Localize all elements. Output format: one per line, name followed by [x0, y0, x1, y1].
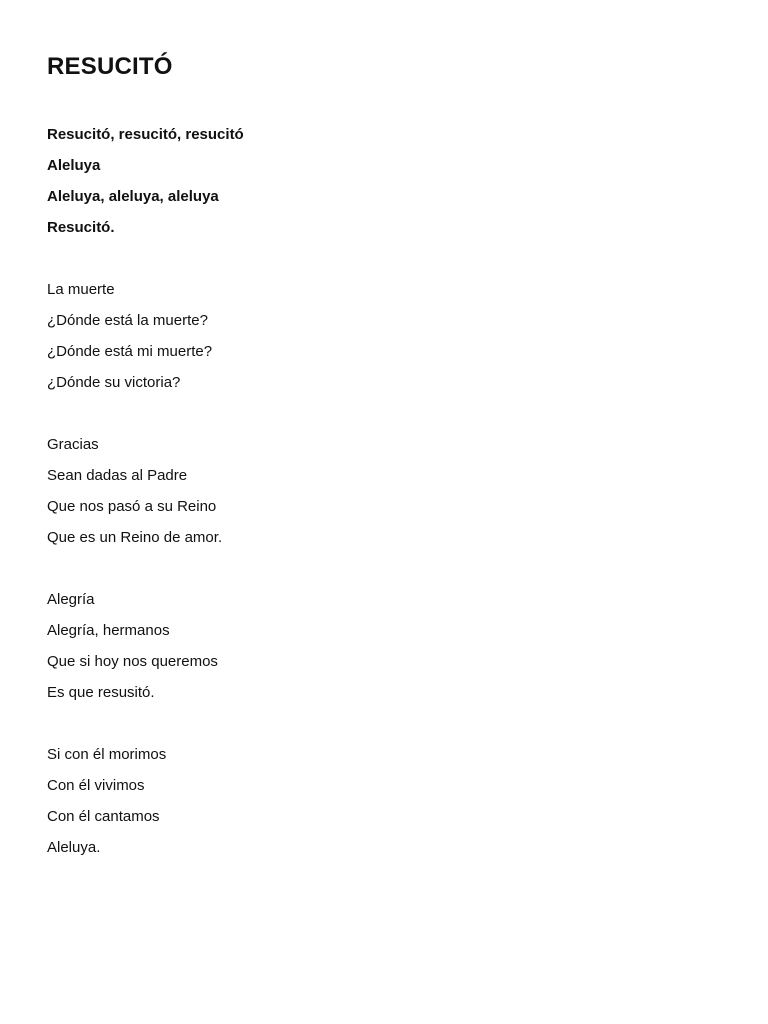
lyric-line: Con él vivimos — [47, 777, 145, 794]
lyric-line: ¿Dónde está mi muerte? — [47, 343, 213, 360]
lyric-line: Sean dadas al Padre — [47, 467, 188, 484]
lyric-line: Alegría — [47, 591, 95, 608]
lyric-line: Que es un Reino de amor. — [47, 529, 223, 546]
lyric-line: Que nos pasó a su Reino — [47, 498, 217, 515]
stanza-chorus — [47, 119, 244, 243]
stanza-verse-4 — [47, 739, 244, 863]
lyric-line: Si con él morimos — [47, 746, 167, 763]
lyric-line: La muerte — [47, 281, 115, 298]
lyric-line: Alegría, hermanos — [47, 622, 170, 639]
lyric-line: Resucitó. — [47, 219, 115, 236]
stanza-verse-1 — [47, 274, 244, 398]
lyrics-body — [47, 119, 244, 894]
lyric-line: Resucitó, resucitó, resucitó — [47, 126, 244, 143]
lyric-line: Es que resusitó. — [47, 684, 155, 701]
page-title: RESUCITÓ — [47, 53, 173, 80]
lyric-line: ¿Dónde está la muerte? — [47, 312, 208, 329]
lyric-line: Aleluya. — [47, 839, 101, 856]
lyric-line: Aleluya, aleluya, aleluya — [47, 188, 219, 205]
stanza-verse-2 — [47, 429, 244, 553]
lyric-line: Con él cantamos — [47, 808, 160, 825]
lyric-line: Gracias — [47, 436, 99, 453]
lyric-line: ¿Dónde su victoria? — [47, 374, 181, 391]
lyric-line: Aleluya — [47, 157, 101, 174]
stanza-verse-3 — [47, 584, 244, 708]
lyric-line: Que si hoy nos queremos — [47, 653, 218, 670]
